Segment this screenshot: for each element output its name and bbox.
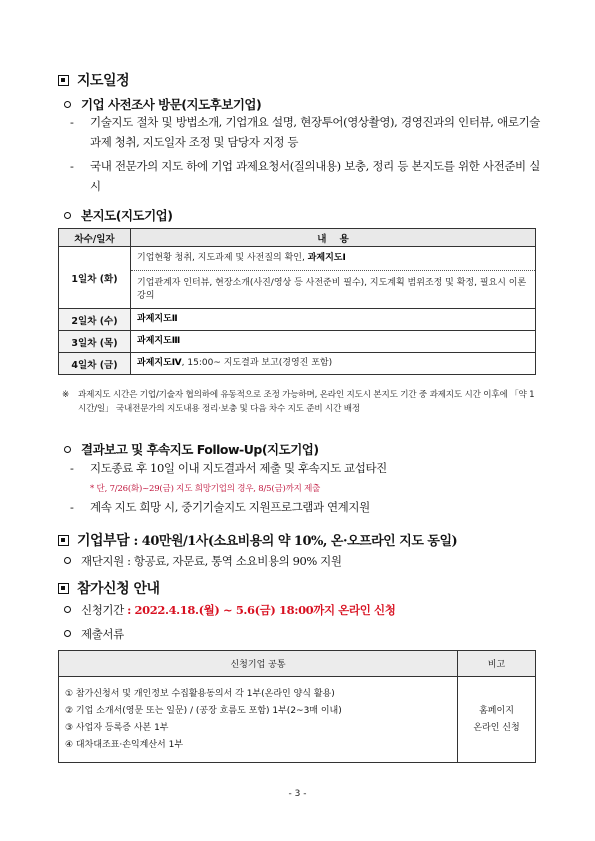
- square-bullet-icon: [58, 583, 69, 594]
- required-docs-table: [58, 650, 536, 763]
- day-cell: 2일차 (수): [59, 309, 131, 331]
- schedule-note: ※ 과제지도 시간은 기업/기술자 협의하에 유동적으로 조정 가능하며, 온라인 지도시 본지도 기간 중 과제지도 시간 이후에 「약 1시간/일」 국내전문가의 지도내용 정리·보충 및 다음 차수 지도 준비 시간 배정: [62, 390, 535, 414]
- table-row: [59, 247, 536, 271]
- followup-sub-note: * 단, 7/26(화)~29(금) 지도 희망기업의 경우, 8/5(금)까지 제출: [90, 484, 321, 494]
- burden-support-line: 재단지원 : 항공료, 자문료, 통역 소요비용의 90% 지원: [64, 553, 342, 569]
- circle-bullet-icon: [64, 101, 71, 108]
- day-cell: 4일차 (금): [59, 353, 131, 375]
- followup-bullet-2: - 계속 지도 희망 시, 중기기술지도 지원프로그램과 연계지원: [70, 500, 370, 514]
- content-cell: 과제지도Ⅲ: [131, 331, 536, 353]
- list-item: ③ 사업자 등록증 사본 1부: [65, 722, 169, 733]
- content-cell: 기업현황 청취, 지도과제 및 사전질의 확인, 과제지도Ⅰ: [131, 247, 536, 271]
- circle-bullet-icon: [64, 212, 71, 219]
- list-item: ① 참가신청서 및 개인정보 수집활용동의서 각 1부(온라인 양식 활용): [65, 688, 335, 699]
- followup-heading: 결과보고 및 후속지도 Follow-Up(지도기업): [64, 440, 319, 458]
- content-cell: 과제지도Ⅱ: [131, 309, 536, 331]
- apply-period-line: 신청기간 : 2022.4.18.(월) ~ 5.6(금) 18:00까지 온라인 신청: [64, 602, 395, 618]
- pre-survey-heading: 기업 사전조사 방문(지도후보기업): [64, 95, 261, 113]
- header-common: 신청기업 공통: [59, 651, 458, 677]
- remark-cell: 홈페이지 온라인 신청: [458, 677, 536, 763]
- content-cell: 기업관계자 인터뷰, 현장소개(사진/영상 등 사전준비 필수), 지도계획 범위조정 및 확정, 필요시 이론강의: [131, 271, 536, 309]
- followup-bullet-1: - 지도종료 후 10일 이내 지도결과서 제출 및 후속지도 교섭타진: [70, 461, 387, 475]
- header-content: 내 용: [131, 229, 536, 247]
- page-number: - 3 -: [288, 789, 307, 799]
- table-row: [59, 353, 536, 375]
- square-bullet-icon: [58, 75, 69, 86]
- table-row: [59, 677, 536, 763]
- square-bullet-icon: [58, 535, 69, 546]
- required-docs-list: [59, 677, 458, 763]
- content-cell: 과제지도Ⅳ, 15:00~ 지도결과 보고(경영진 포함): [131, 353, 536, 375]
- section-apply-title: 참가신청 안내: [58, 578, 160, 598]
- required-docs-header: [59, 651, 536, 677]
- circle-bullet-icon: [64, 630, 71, 637]
- list-item: ② 기업 소개서(영문 또는 일문) / (공장 흐름도 포함) 1부(2~3매 이내): [65, 705, 342, 716]
- table-row: [59, 309, 536, 331]
- section-schedule-title: 지도일정: [58, 70, 129, 90]
- section-burden-title: 기업부담 : 40만원/1사(소요비용의 약 10%, 온·오프라인 지도 동일): [58, 530, 457, 550]
- circle-bullet-icon: [64, 606, 71, 613]
- day-cell: 3일차 (목): [59, 331, 131, 353]
- main-guidance-heading: 본지도(지도기업): [64, 206, 172, 224]
- schedule-table: [58, 228, 536, 375]
- schedule-table-header: [59, 229, 536, 247]
- table-row: [59, 331, 536, 353]
- apply-docs-line: 제출서류: [64, 626, 124, 642]
- circle-bullet-icon: [64, 446, 71, 453]
- table-row: [59, 271, 536, 309]
- list-item: ④ 대차대조표·손익계산서 1부: [65, 739, 184, 750]
- pre-survey-bullet-2: - 국내 전문가의 지도 하에 기업 과제요청서(질의내용) 보충, 정리 등 본지도를 위한 사전준비 실시: [70, 159, 540, 193]
- header-day: 차수/일자: [59, 229, 131, 247]
- day-cell: 1일차 (화): [59, 247, 131, 309]
- circle-bullet-icon: [64, 557, 71, 564]
- header-remark: 비고: [458, 651, 536, 677]
- pre-survey-bullet-1: - 기술지도 절차 및 방법소개, 기업개요 설명, 현장투어(영상촬영), 경영진과의 인터뷰, 애로기술과제 청취, 지도일자 조정 및 담당자 지정 등: [70, 115, 540, 149]
